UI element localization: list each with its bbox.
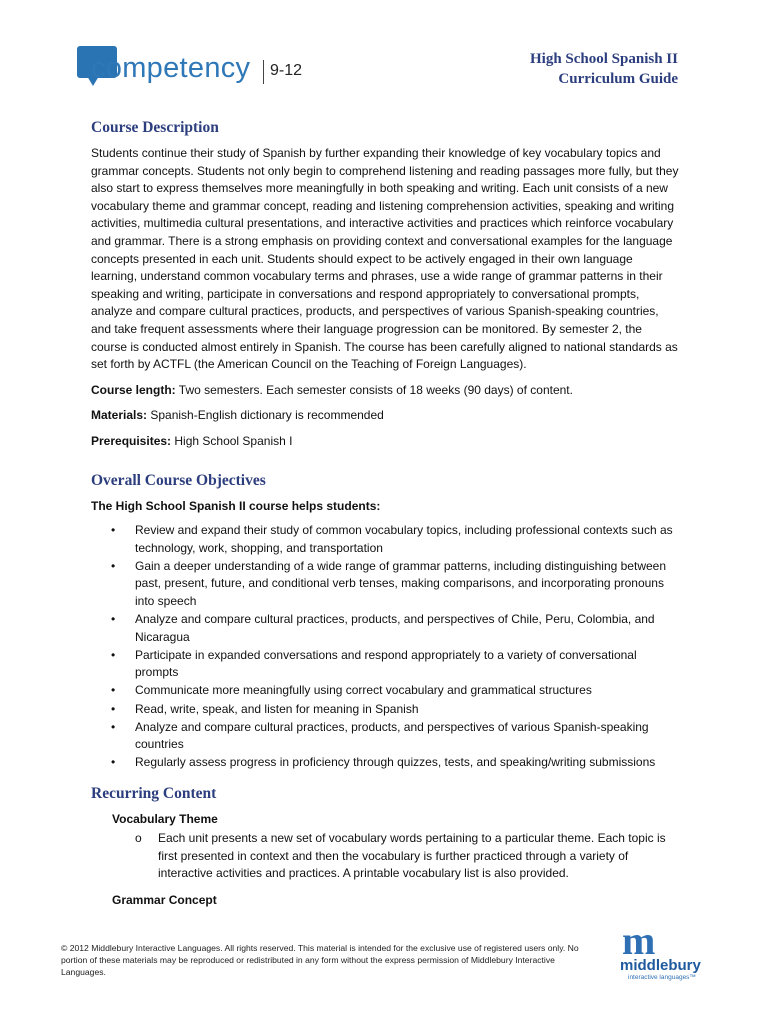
bullet-icon: • bbox=[111, 755, 116, 770]
document-body bbox=[91, 118, 681, 910]
list-item bbox=[91, 682, 681, 700]
materials-label: Materials: bbox=[91, 408, 148, 423]
logo-wordmark: competency bbox=[91, 52, 251, 84]
ring-bullet-icon: o bbox=[135, 831, 142, 845]
course-length-label: Course length: bbox=[91, 382, 176, 397]
logo-grade: 9-12 bbox=[270, 62, 303, 79]
middlebury-wordmark: middlebury bbox=[620, 957, 701, 974]
course-description-heading: Course Description bbox=[91, 119, 219, 136]
list-item-text: Communicate more meaningfully using correct vocabulary and grammatical structures bbox=[135, 683, 592, 698]
document-title-line2: Curriculum Guide bbox=[558, 71, 678, 87]
copyright-notice: © 2012 Middlebury Interactive Languages. All rights reserved. This material is intended for the exclusive use of registered users only. No portion of these materials may be reproduced or redistributed in any form without the express permission of Middlebury Interactive Languages. bbox=[61, 943, 579, 977]
bullet-icon: • bbox=[111, 523, 116, 538]
list-item-text: Participate in expanded conversations and respond appropriately to a variety of conversational prompts bbox=[135, 647, 637, 680]
vocabulary-theme-item bbox=[91, 830, 681, 883]
list-item-text: Regularly assess progress in proficiency through quizzes, tests, and speaking/writing submissions bbox=[135, 755, 656, 770]
prerequisites-label: Prerequisites: bbox=[91, 433, 172, 448]
list-item bbox=[91, 611, 681, 646]
logo-divider bbox=[263, 60, 264, 84]
objectives-heading: Overall Course Objectives bbox=[91, 471, 266, 489]
list-item-text: Analyze and compare cultural practices, products, and perspectives of Chile, Peru, Colombia, and Nicaragua bbox=[135, 612, 655, 644]
prerequisites bbox=[91, 433, 681, 451]
bullet-icon: • bbox=[111, 647, 116, 662]
middlebury-m-mark: m bbox=[622, 918, 654, 963]
list-item bbox=[91, 647, 681, 682]
recurring-content-heading: Recurring Content bbox=[91, 785, 217, 803]
list-item bbox=[91, 754, 681, 772]
vocabulary-theme-heading: Vocabulary Theme bbox=[112, 812, 218, 827]
bullet-icon: • bbox=[111, 701, 116, 716]
bullet-icon: • bbox=[111, 558, 116, 573]
objectives-lead: The High School Spanish II course helps students: bbox=[91, 498, 381, 513]
middlebury-tagline: interactive languages™ bbox=[628, 974, 696, 981]
prerequisites-value: High School Spanish I bbox=[171, 433, 293, 448]
objectives-list bbox=[91, 522, 681, 772]
list-item bbox=[91, 719, 681, 754]
list-item-text: Read, write, speak, and listen for meaning in Spanish bbox=[135, 701, 419, 716]
vocabulary-theme-text: Each unit presents a new set of vocabulary words pertaining to a particular theme. Each topic is first presented in context and then the vocabulary is further practiced through a variety of interactive activities and practices. A printable vocabulary list is also provided. bbox=[158, 831, 666, 881]
course-length-value: Two semesters. Each semester consists of 18 weeks (90 days) of content. bbox=[175, 382, 573, 397]
document-title bbox=[530, 49, 678, 89]
list-item bbox=[91, 558, 681, 611]
grammar-concept-heading: Grammar Concept bbox=[112, 892, 217, 907]
course-description-text: Students continue their study of Spanish by further expanding their knowledge of key vocabulary topics and grammar concepts. Students not only begin to comprehend listening and reading passages more fully, but they also start to express themselves more meaningfully in both speaking and writing. Each unit consists of a new vocabulary theme and grammar concept, reading and listening comprehension activities, speaking and writing activities, multimedia cultural presentations, and interactive activities and practices which reinforce vocabulary and grammar. There is a strong emphasis on providing context and conversational examples for the language concepts presented in each unit. Students should expect to be actively engaged in their own language learning, understand common vocabulary terms and phrases, use a wide range of grammar patterns in their speaking and writing, participate in conversations and respond appropriately to conversational prompts, analyze and compare cultural practices, products, and perspectives of various Spanish-speaking countries, and take frequent assessments where their language progression can be monitored. By semester 2, the course is conducted almost entirely in Spanish. The course has been carefully aligned to national standards as set forth by ACTFL (the American Council on the Teaching of Foreign Languages). bbox=[91, 146, 679, 372]
bullet-icon: • bbox=[111, 612, 116, 627]
materials-value: Spanish-English dictionary is recommended bbox=[147, 408, 384, 423]
bullet-icon: • bbox=[111, 683, 116, 698]
list-item-text: Analyze and compare cultural practices, products, and perspectives of various Spanish-speaking countries bbox=[135, 719, 649, 752]
bullet-icon: • bbox=[111, 719, 116, 734]
list-item-text: Review and expand their study of common vocabulary topics, including professional contexts such as technology, work, shopping, and transportation bbox=[135, 523, 673, 555]
list-item-text: Gain a deeper understanding of a wide range of grammar patterns, including distinguishing between past, present, future, and conditional verb tenses, making comparisons, and incorporating pronouns into speech bbox=[135, 558, 666, 608]
middlebury-logo bbox=[616, 918, 720, 982]
document-title-line1: High School Spanish II bbox=[530, 51, 678, 67]
list-item bbox=[91, 522, 681, 557]
course-length bbox=[91, 382, 681, 400]
materials bbox=[91, 407, 681, 425]
list-item bbox=[91, 701, 681, 719]
